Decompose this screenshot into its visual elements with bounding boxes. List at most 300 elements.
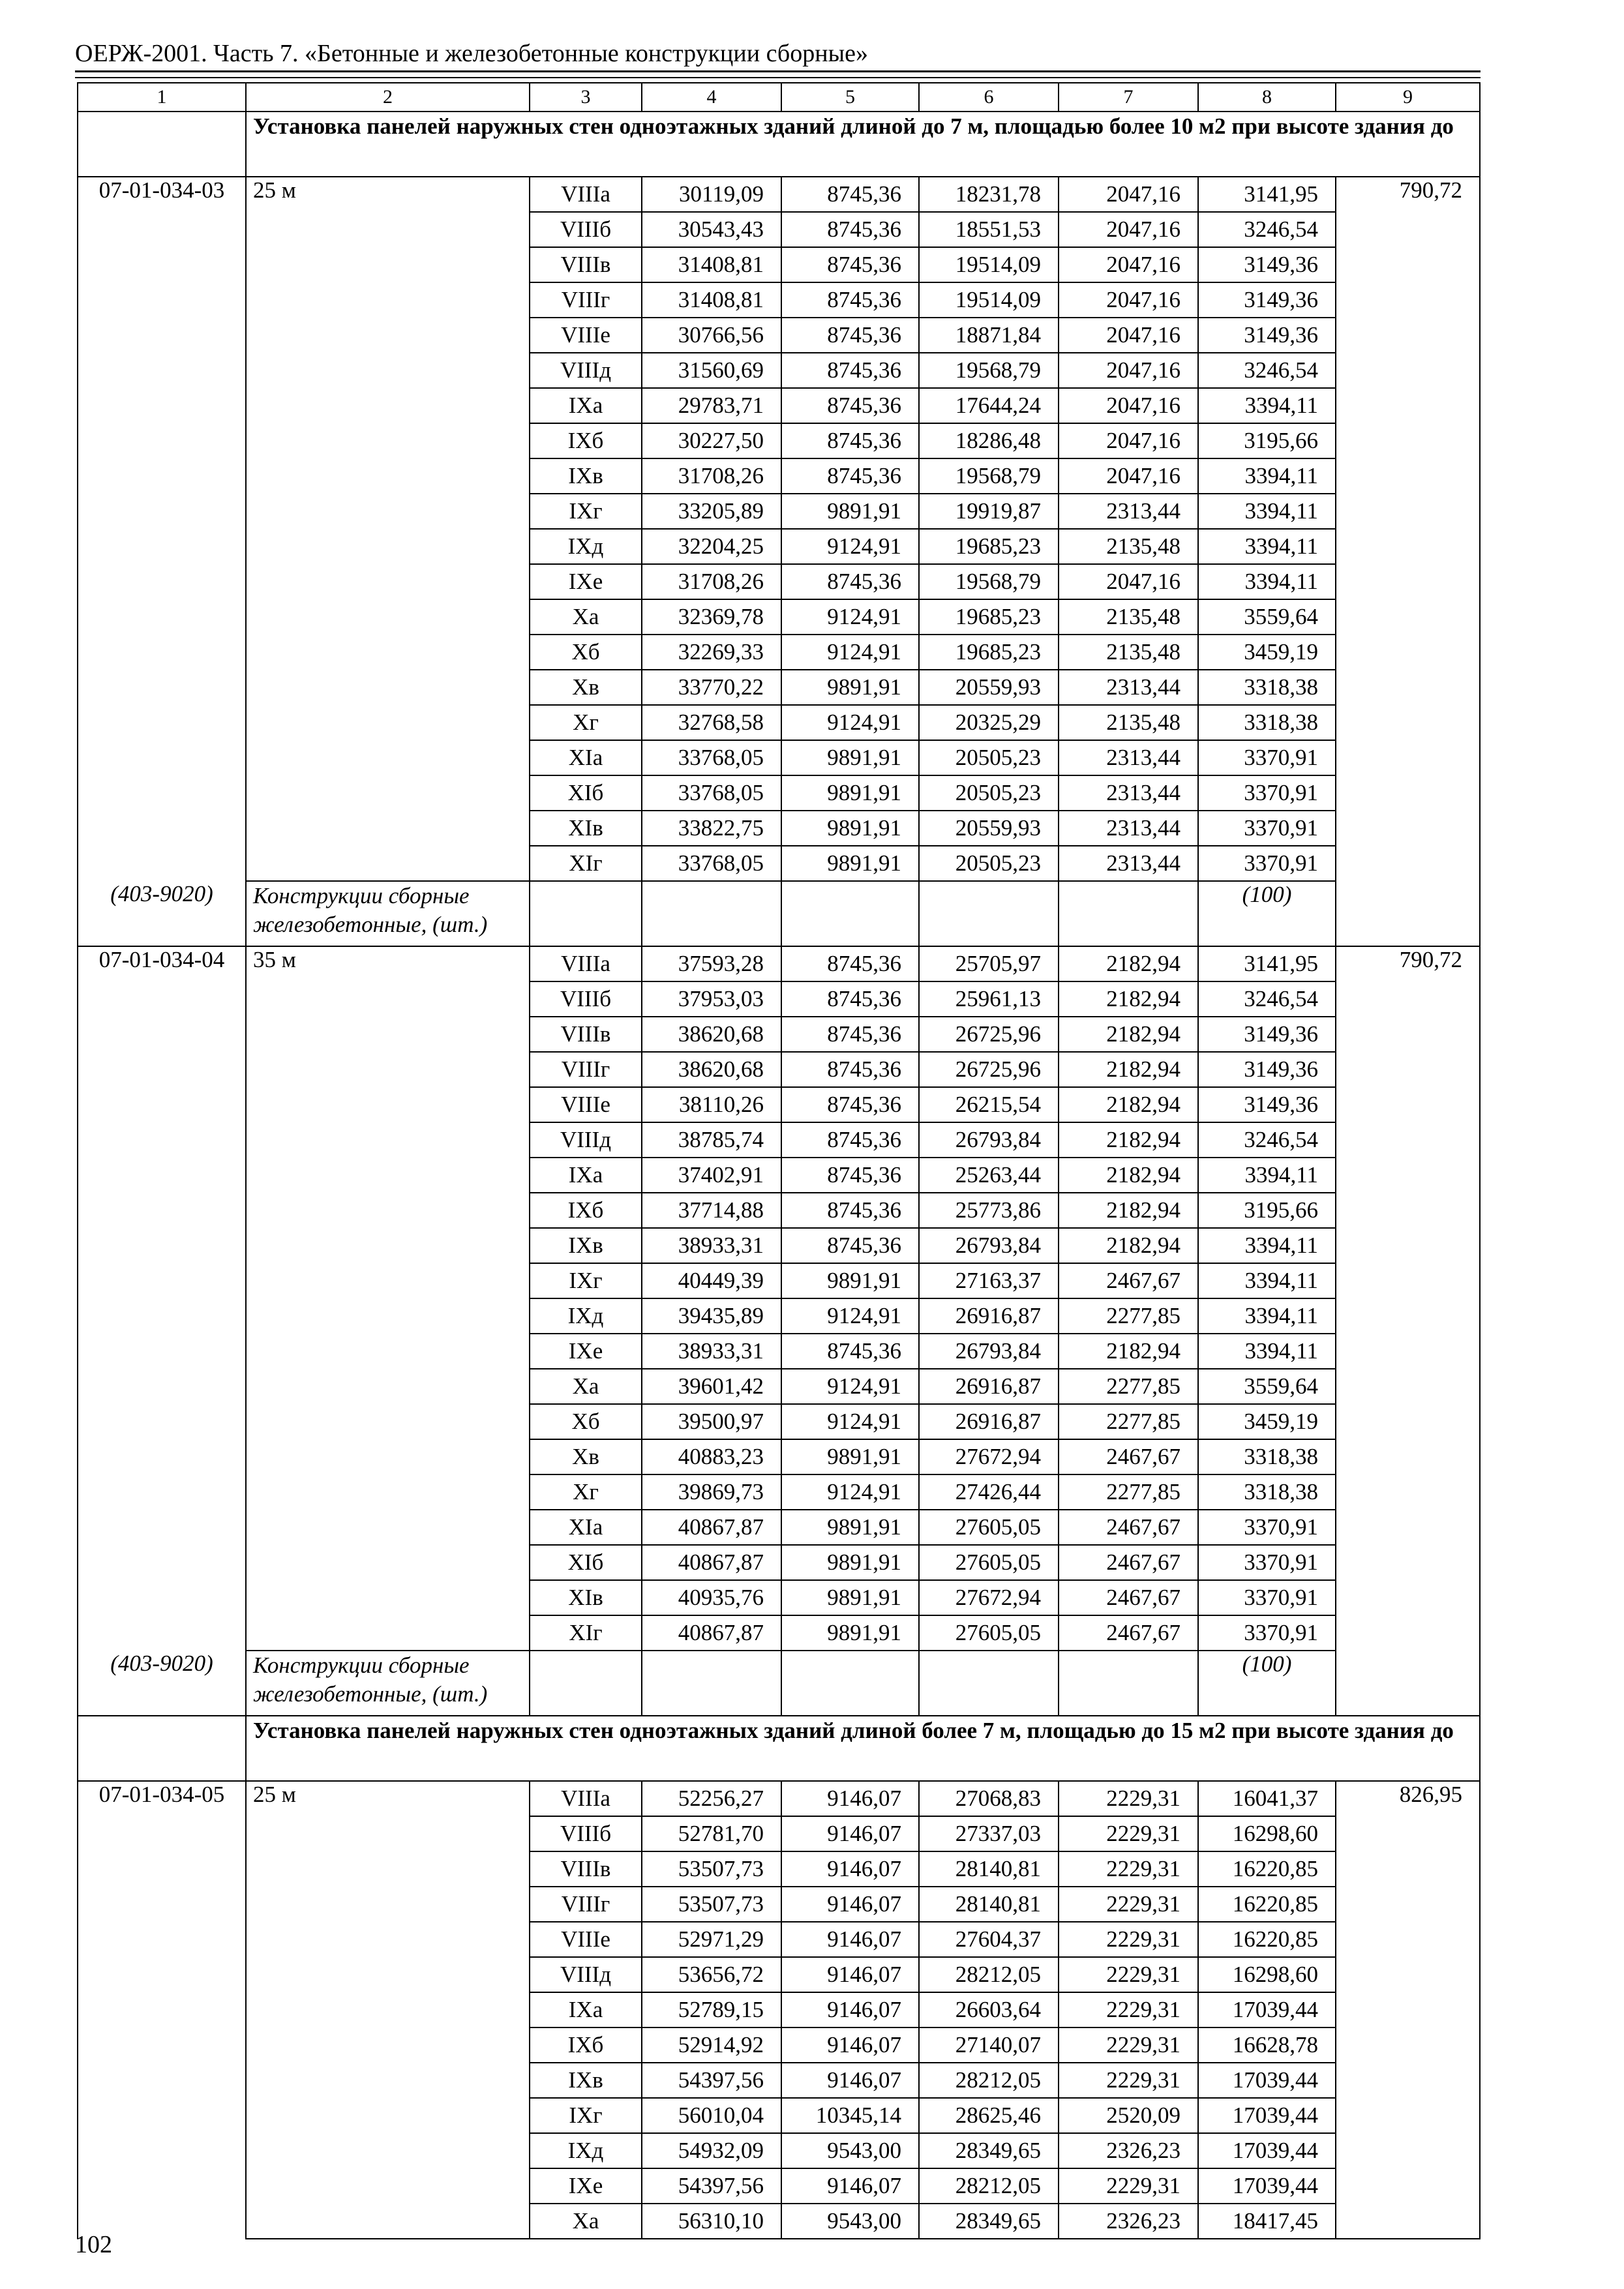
price-value: 25773,86 — [919, 1193, 1059, 1228]
price-value: 9891,91 — [781, 1580, 919, 1615]
price-value: 2313,44 — [1059, 775, 1198, 811]
price-value: 3149,36 — [1198, 247, 1336, 282]
zone-code: VIIIб — [530, 212, 642, 247]
price-value: 18231,78 — [919, 177, 1059, 212]
price-value: 38620,68 — [642, 1017, 781, 1052]
price-value: 2047,16 — [1059, 177, 1198, 212]
price-value: 39869,73 — [642, 1474, 781, 1510]
zone-code: IXг — [530, 2098, 642, 2133]
price-value: 37402,91 — [642, 1158, 781, 1193]
price-value: 28625,46 — [919, 2098, 1059, 2133]
zone-code: VIIIг — [530, 1887, 642, 1922]
price-value: 3394,11 — [1198, 388, 1336, 423]
zone-code: VIIIе — [530, 1087, 642, 1122]
price-value: 9124,91 — [781, 635, 919, 670]
price-value: 9124,91 — [781, 705, 919, 740]
column-number: 6 — [919, 83, 1059, 112]
price-value: 9891,91 — [781, 1545, 919, 1580]
price-value: 3370,91 — [1198, 1510, 1336, 1545]
item-code: 07-01-034-04 — [78, 946, 246, 1651]
price-value: 16220,85 — [1198, 1922, 1336, 1957]
price-value: 30227,50 — [642, 423, 781, 458]
price-value: 2182,94 — [1059, 1017, 1198, 1052]
price-value: 2182,94 — [1059, 1087, 1198, 1122]
price-value: 2520,09 — [1059, 2098, 1198, 2133]
page-number: 102 — [75, 2231, 112, 2258]
price-value: 28212,05 — [919, 1957, 1059, 1992]
price-value: 26603,64 — [919, 1992, 1059, 2027]
labor-cost-value: 790,72 — [1336, 946, 1480, 1716]
price-value: 38933,31 — [642, 1334, 781, 1369]
price-value: 8745,36 — [781, 1017, 919, 1052]
column-number: 4 — [642, 83, 781, 112]
price-value: 3394,11 — [1198, 564, 1336, 599]
price-value: 8745,36 — [781, 318, 919, 353]
price-value: 9124,91 — [781, 1474, 919, 1510]
zone-code: VIIIб — [530, 981, 642, 1017]
price-value: 2229,31 — [1059, 1922, 1198, 1957]
zone-code: IXб — [530, 1193, 642, 1228]
zone-code: XIа — [530, 740, 642, 775]
price-value: 9891,91 — [781, 775, 919, 811]
price-value: 2135,48 — [1059, 705, 1198, 740]
price-value: 38933,31 — [642, 1228, 781, 1263]
zone-code: IXб — [530, 2027, 642, 2063]
zone-code: VIIIа — [530, 177, 642, 212]
price-value: 25263,44 — [919, 1158, 1059, 1193]
zone-code: XIб — [530, 1545, 642, 1580]
price-value: 2277,85 — [1059, 1404, 1198, 1439]
zone-code: Xа — [530, 2204, 642, 2239]
price-value: 18551,53 — [919, 212, 1059, 247]
price-value: 19514,09 — [919, 247, 1059, 282]
price-value: 2277,85 — [1059, 1369, 1198, 1404]
price-value: 18417,45 — [1198, 2204, 1336, 2239]
price-value: 3149,36 — [1198, 1087, 1336, 1122]
price-value: 40867,87 — [642, 1545, 781, 1580]
price-value: 26916,87 — [919, 1369, 1059, 1404]
price-value: 39601,42 — [642, 1369, 781, 1404]
price-value: 9146,07 — [781, 1887, 919, 1922]
material-code: (403-9020) — [78, 1651, 246, 1716]
price-value: 39435,89 — [642, 1298, 781, 1334]
price-value: 27337,03 — [919, 1816, 1059, 1851]
zone-code: IXб — [530, 423, 642, 458]
price-value: 3318,38 — [1198, 705, 1336, 740]
zone-code: XIв — [530, 811, 642, 846]
empty-cell — [1059, 1651, 1198, 1716]
price-value: 37953,03 — [642, 981, 781, 1017]
price-value: 2047,16 — [1059, 212, 1198, 247]
price-value: 54932,09 — [642, 2133, 781, 2168]
section-spacer — [78, 1716, 246, 1781]
price-value: 40935,76 — [642, 1580, 781, 1615]
zone-code: VIIIд — [530, 1122, 642, 1158]
price-value: 8745,36 — [781, 564, 919, 599]
price-value: 3141,95 — [1198, 946, 1336, 981]
zone-code: IXд — [530, 2133, 642, 2168]
price-value: 2277,85 — [1059, 1298, 1198, 1334]
price-value: 16628,78 — [1198, 2027, 1336, 2063]
price-value: 9891,91 — [781, 670, 919, 705]
price-value: 3370,91 — [1198, 1580, 1336, 1615]
empty-cell — [781, 881, 919, 946]
price-value: 2182,94 — [1059, 946, 1198, 981]
zone-code: VIIIв — [530, 1017, 642, 1052]
price-value: 8745,36 — [781, 247, 919, 282]
price-value: 8745,36 — [781, 1087, 919, 1122]
price-value: 52781,70 — [642, 1816, 781, 1851]
column-number: 5 — [781, 83, 919, 112]
price-value: 2313,44 — [1059, 811, 1198, 846]
price-value: 8745,36 — [781, 212, 919, 247]
price-value: 20559,93 — [919, 670, 1059, 705]
price-value: 2135,48 — [1059, 529, 1198, 564]
price-value: 19685,23 — [919, 529, 1059, 564]
price-value: 3195,66 — [1198, 423, 1336, 458]
zone-code: IXа — [530, 388, 642, 423]
price-value: 19568,79 — [919, 353, 1059, 388]
price-value: 26725,96 — [919, 1017, 1059, 1052]
price-value: 28212,05 — [919, 2168, 1059, 2204]
price-value: 3370,91 — [1198, 1615, 1336, 1651]
price-value: 3246,54 — [1198, 353, 1336, 388]
price-value: 2182,94 — [1059, 1228, 1198, 1263]
empty-cell — [919, 881, 1059, 946]
zone-code: IXд — [530, 1298, 642, 1334]
labor-cost-value: 826,95 — [1336, 1781, 1480, 2239]
price-value: 27672,94 — [919, 1580, 1059, 1615]
header-rule-thin — [75, 77, 1481, 78]
price-value: 31408,81 — [642, 247, 781, 282]
price-value: 33205,89 — [642, 494, 781, 529]
empty-cell — [781, 1651, 919, 1716]
price-value: 2182,94 — [1059, 1193, 1198, 1228]
column-number: 8 — [1198, 83, 1336, 112]
price-value: 31560,69 — [642, 353, 781, 388]
table-row — [78, 177, 1480, 212]
price-value: 27604,37 — [919, 1922, 1059, 1957]
price-value: 33768,05 — [642, 846, 781, 881]
price-value: 9124,91 — [781, 1404, 919, 1439]
section-title-row — [78, 112, 1480, 177]
table-row — [78, 1781, 1480, 1816]
price-value: 2135,48 — [1059, 599, 1198, 635]
building-height: 35 м — [246, 946, 530, 1651]
material-code: (403-9020) — [78, 881, 246, 946]
price-value: 3370,91 — [1198, 846, 1336, 881]
price-value: 9891,91 — [781, 1439, 919, 1474]
price-value: 3459,19 — [1198, 635, 1336, 670]
price-table — [77, 82, 1481, 2239]
price-value: 52914,92 — [642, 2027, 781, 2063]
price-value: 19685,23 — [919, 635, 1059, 670]
price-value: 3318,38 — [1198, 1439, 1336, 1474]
price-value: 3394,11 — [1198, 1298, 1336, 1334]
price-value: 28212,05 — [919, 2063, 1059, 2098]
material-note-row — [78, 881, 1480, 946]
zone-code: XIб — [530, 775, 642, 811]
price-value: 29783,71 — [642, 388, 781, 423]
column-number: 1 — [78, 83, 246, 112]
price-value: 9891,91 — [781, 1615, 919, 1651]
price-value: 2326,23 — [1059, 2204, 1198, 2239]
price-value: 18286,48 — [919, 423, 1059, 458]
price-value: 8745,36 — [781, 1228, 919, 1263]
price-value: 31708,26 — [642, 564, 781, 599]
price-value: 2182,94 — [1059, 1334, 1198, 1369]
price-value: 39500,97 — [642, 1404, 781, 1439]
price-value: 53507,73 — [642, 1887, 781, 1922]
price-value: 30119,09 — [642, 177, 781, 212]
zone-code: VIIIе — [530, 1922, 642, 1957]
price-value: 8745,36 — [781, 423, 919, 458]
price-value: 9146,07 — [781, 2168, 919, 2204]
price-value: 16220,85 — [1198, 1851, 1336, 1887]
zone-code: VIIIд — [530, 353, 642, 388]
price-value: 2467,67 — [1059, 1580, 1198, 1615]
price-value: 3246,54 — [1198, 212, 1336, 247]
price-value: 8745,36 — [781, 1193, 919, 1228]
price-value: 33770,22 — [642, 670, 781, 705]
price-value: 17039,44 — [1198, 2063, 1336, 2098]
material-quantity: (100) — [1198, 881, 1336, 946]
price-value: 38785,74 — [642, 1122, 781, 1158]
price-value: 9543,00 — [781, 2133, 919, 2168]
price-value: 52789,15 — [642, 1992, 781, 2027]
page-header-title: ОЕРЖ-2001. Часть 7. «Бетонные и железобетонные конструкции сборные» — [75, 40, 868, 67]
zone-code: XIа — [530, 1510, 642, 1545]
price-value: 9543,00 — [781, 2204, 919, 2239]
price-value: 3141,95 — [1198, 177, 1336, 212]
price-value: 56010,04 — [642, 2098, 781, 2133]
price-value: 2047,16 — [1059, 458, 1198, 494]
table-row — [78, 946, 1480, 981]
price-value: 2277,85 — [1059, 1474, 1198, 1510]
price-value: 37714,88 — [642, 1193, 781, 1228]
price-value: 26793,84 — [919, 1122, 1059, 1158]
price-value: 2229,31 — [1059, 1992, 1198, 2027]
price-value: 27605,05 — [919, 1510, 1059, 1545]
zone-code: VIIIа — [530, 946, 642, 981]
empty-cell — [1059, 881, 1198, 946]
section-title-row — [78, 1716, 1480, 1781]
price-value: 19919,87 — [919, 494, 1059, 529]
price-value: 52971,29 — [642, 1922, 781, 1957]
price-value: 2047,16 — [1059, 247, 1198, 282]
price-value: 32369,78 — [642, 599, 781, 635]
price-value: 2467,67 — [1059, 1510, 1198, 1545]
price-value: 9146,07 — [781, 2027, 919, 2063]
material-description: Конструкции сборные железобетонные, (шт.) — [246, 1651, 530, 1716]
price-value: 9891,91 — [781, 740, 919, 775]
price-value: 9124,91 — [781, 1369, 919, 1404]
price-value: 9124,91 — [781, 1298, 919, 1334]
price-value: 2182,94 — [1059, 981, 1198, 1017]
price-value: 17039,44 — [1198, 1992, 1336, 2027]
price-value: 28140,81 — [919, 1851, 1059, 1887]
price-value: 16220,85 — [1198, 1887, 1336, 1922]
price-value: 31408,81 — [642, 282, 781, 318]
price-value: 33768,05 — [642, 740, 781, 775]
price-value: 3246,54 — [1198, 1122, 1336, 1158]
price-value: 3394,11 — [1198, 1158, 1336, 1193]
price-value: 3394,11 — [1198, 1263, 1336, 1298]
price-value: 2229,31 — [1059, 1887, 1198, 1922]
building-height: 25 м — [246, 1781, 530, 2239]
price-value: 2047,16 — [1059, 388, 1198, 423]
price-value: 2182,94 — [1059, 1052, 1198, 1087]
price-value: 27672,94 — [919, 1439, 1059, 1474]
price-value: 8745,36 — [781, 981, 919, 1017]
zone-code: IXв — [530, 1228, 642, 1263]
price-value: 3370,91 — [1198, 775, 1336, 811]
zone-code: VIIIб — [530, 1816, 642, 1851]
material-quantity: (100) — [1198, 1651, 1336, 1716]
price-value: 40867,87 — [642, 1615, 781, 1651]
price-value: 20505,23 — [919, 740, 1059, 775]
price-value: 9146,07 — [781, 1781, 919, 1816]
price-value: 8745,36 — [781, 946, 919, 981]
section-title: Установка панелей наружных стен одноэтажных зданий длиной более 7 м, площадью до 15 м2 при высоте здания до — [246, 1716, 1480, 1781]
price-value: 2229,31 — [1059, 2168, 1198, 2204]
zone-code: XIг — [530, 846, 642, 881]
price-value: 8745,36 — [781, 1122, 919, 1158]
price-value: 2047,16 — [1059, 282, 1198, 318]
zone-code: Xа — [530, 599, 642, 635]
zone-code: IXе — [530, 1334, 642, 1369]
price-value: 10345,14 — [781, 2098, 919, 2133]
price-value: 3394,11 — [1198, 1228, 1336, 1263]
price-value: 2182,94 — [1059, 1122, 1198, 1158]
price-value: 2229,31 — [1059, 1781, 1198, 1816]
price-value: 52256,27 — [642, 1781, 781, 1816]
zone-code: Xг — [530, 1474, 642, 1510]
price-value: 28349,65 — [919, 2133, 1059, 2168]
zone-code: VIIIд — [530, 1957, 642, 1992]
zone-code: Xв — [530, 670, 642, 705]
zone-code: IXа — [530, 1158, 642, 1193]
price-value: 9891,91 — [781, 1510, 919, 1545]
price-value: 19514,09 — [919, 282, 1059, 318]
material-description: Конструкции сборные железобетонные, (шт.) — [246, 881, 530, 946]
price-value: 3149,36 — [1198, 318, 1336, 353]
price-value: 8745,36 — [781, 282, 919, 318]
price-value: 54397,56 — [642, 2168, 781, 2204]
price-value: 9146,07 — [781, 1957, 919, 1992]
material-note-row — [78, 1651, 1480, 1716]
price-value: 26793,84 — [919, 1228, 1059, 1263]
zone-code: IXд — [530, 529, 642, 564]
price-value: 19568,79 — [919, 564, 1059, 599]
price-value: 3370,91 — [1198, 811, 1336, 846]
zone-code: Xг — [530, 705, 642, 740]
price-value: 3318,38 — [1198, 1474, 1336, 1510]
price-value: 2047,16 — [1059, 353, 1198, 388]
price-value: 9891,91 — [781, 494, 919, 529]
price-value: 27605,05 — [919, 1615, 1059, 1651]
price-value: 56310,10 — [642, 2204, 781, 2239]
price-value: 2467,67 — [1059, 1439, 1198, 1474]
price-value: 26793,84 — [919, 1334, 1059, 1369]
price-value: 9146,07 — [781, 1851, 919, 1887]
price-value: 9891,91 — [781, 846, 919, 881]
price-value: 27163,37 — [919, 1263, 1059, 1298]
labor-cost-value: 790,72 — [1336, 177, 1480, 946]
price-value: 2047,16 — [1059, 564, 1198, 599]
price-value: 53656,72 — [642, 1957, 781, 1992]
zone-code: Xб — [530, 1404, 642, 1439]
zone-code: Xб — [530, 635, 642, 670]
zone-code: IXе — [530, 564, 642, 599]
price-value: 38620,68 — [642, 1052, 781, 1087]
price-value: 2313,44 — [1059, 846, 1198, 881]
price-value: 19685,23 — [919, 599, 1059, 635]
price-value: 9124,91 — [781, 599, 919, 635]
price-value: 2047,16 — [1059, 423, 1198, 458]
price-value: 38110,26 — [642, 1087, 781, 1122]
price-value: 2229,31 — [1059, 1816, 1198, 1851]
zone-code: IXв — [530, 458, 642, 494]
price-value: 9146,07 — [781, 1992, 919, 2027]
price-value: 16041,37 — [1198, 1781, 1336, 1816]
price-value: 9146,07 — [781, 1922, 919, 1957]
column-number: 7 — [1059, 83, 1198, 112]
price-value: 3149,36 — [1198, 1052, 1336, 1087]
item-code: 07-01-034-05 — [78, 1781, 246, 2239]
price-value: 20559,93 — [919, 811, 1059, 846]
price-value: 26916,87 — [919, 1404, 1059, 1439]
price-value: 2047,16 — [1059, 318, 1198, 353]
zone-code: IXа — [530, 1992, 642, 2027]
price-value: 2313,44 — [1059, 740, 1198, 775]
price-value: 2229,31 — [1059, 2063, 1198, 2098]
price-value: 20505,23 — [919, 846, 1059, 881]
price-value: 2229,31 — [1059, 1957, 1198, 1992]
price-value: 3246,54 — [1198, 981, 1336, 1017]
empty-cell — [530, 1651, 642, 1716]
price-value: 17039,44 — [1198, 2133, 1336, 2168]
section-spacer — [78, 112, 246, 177]
column-number: 2 — [246, 83, 530, 112]
price-value: 3394,11 — [1198, 1334, 1336, 1369]
price-value: 2467,67 — [1059, 1263, 1198, 1298]
zone-code: VIIIг — [530, 1052, 642, 1087]
price-value: 8745,36 — [781, 1158, 919, 1193]
price-value: 2182,94 — [1059, 1158, 1198, 1193]
zone-code: Xв — [530, 1439, 642, 1474]
zone-code: Xа — [530, 1369, 642, 1404]
price-value: 3394,11 — [1198, 458, 1336, 494]
price-value: 31708,26 — [642, 458, 781, 494]
price-value: 2313,44 — [1059, 494, 1198, 529]
price-value: 17039,44 — [1198, 2098, 1336, 2133]
price-value: 3149,36 — [1198, 1017, 1336, 1052]
price-value: 28140,81 — [919, 1887, 1059, 1922]
zone-code: VIIIв — [530, 1851, 642, 1887]
zone-code: VIIIа — [530, 1781, 642, 1816]
zone-code: VIIIв — [530, 247, 642, 282]
zone-code: IXе — [530, 2168, 642, 2204]
column-number: 3 — [530, 83, 642, 112]
price-value: 3318,38 — [1198, 670, 1336, 705]
empty-cell — [642, 1651, 781, 1716]
price-value: 2467,67 — [1059, 1545, 1198, 1580]
price-value: 32204,25 — [642, 529, 781, 564]
price-value: 8745,36 — [781, 458, 919, 494]
price-value: 3394,11 — [1198, 494, 1336, 529]
price-value: 2313,44 — [1059, 670, 1198, 705]
